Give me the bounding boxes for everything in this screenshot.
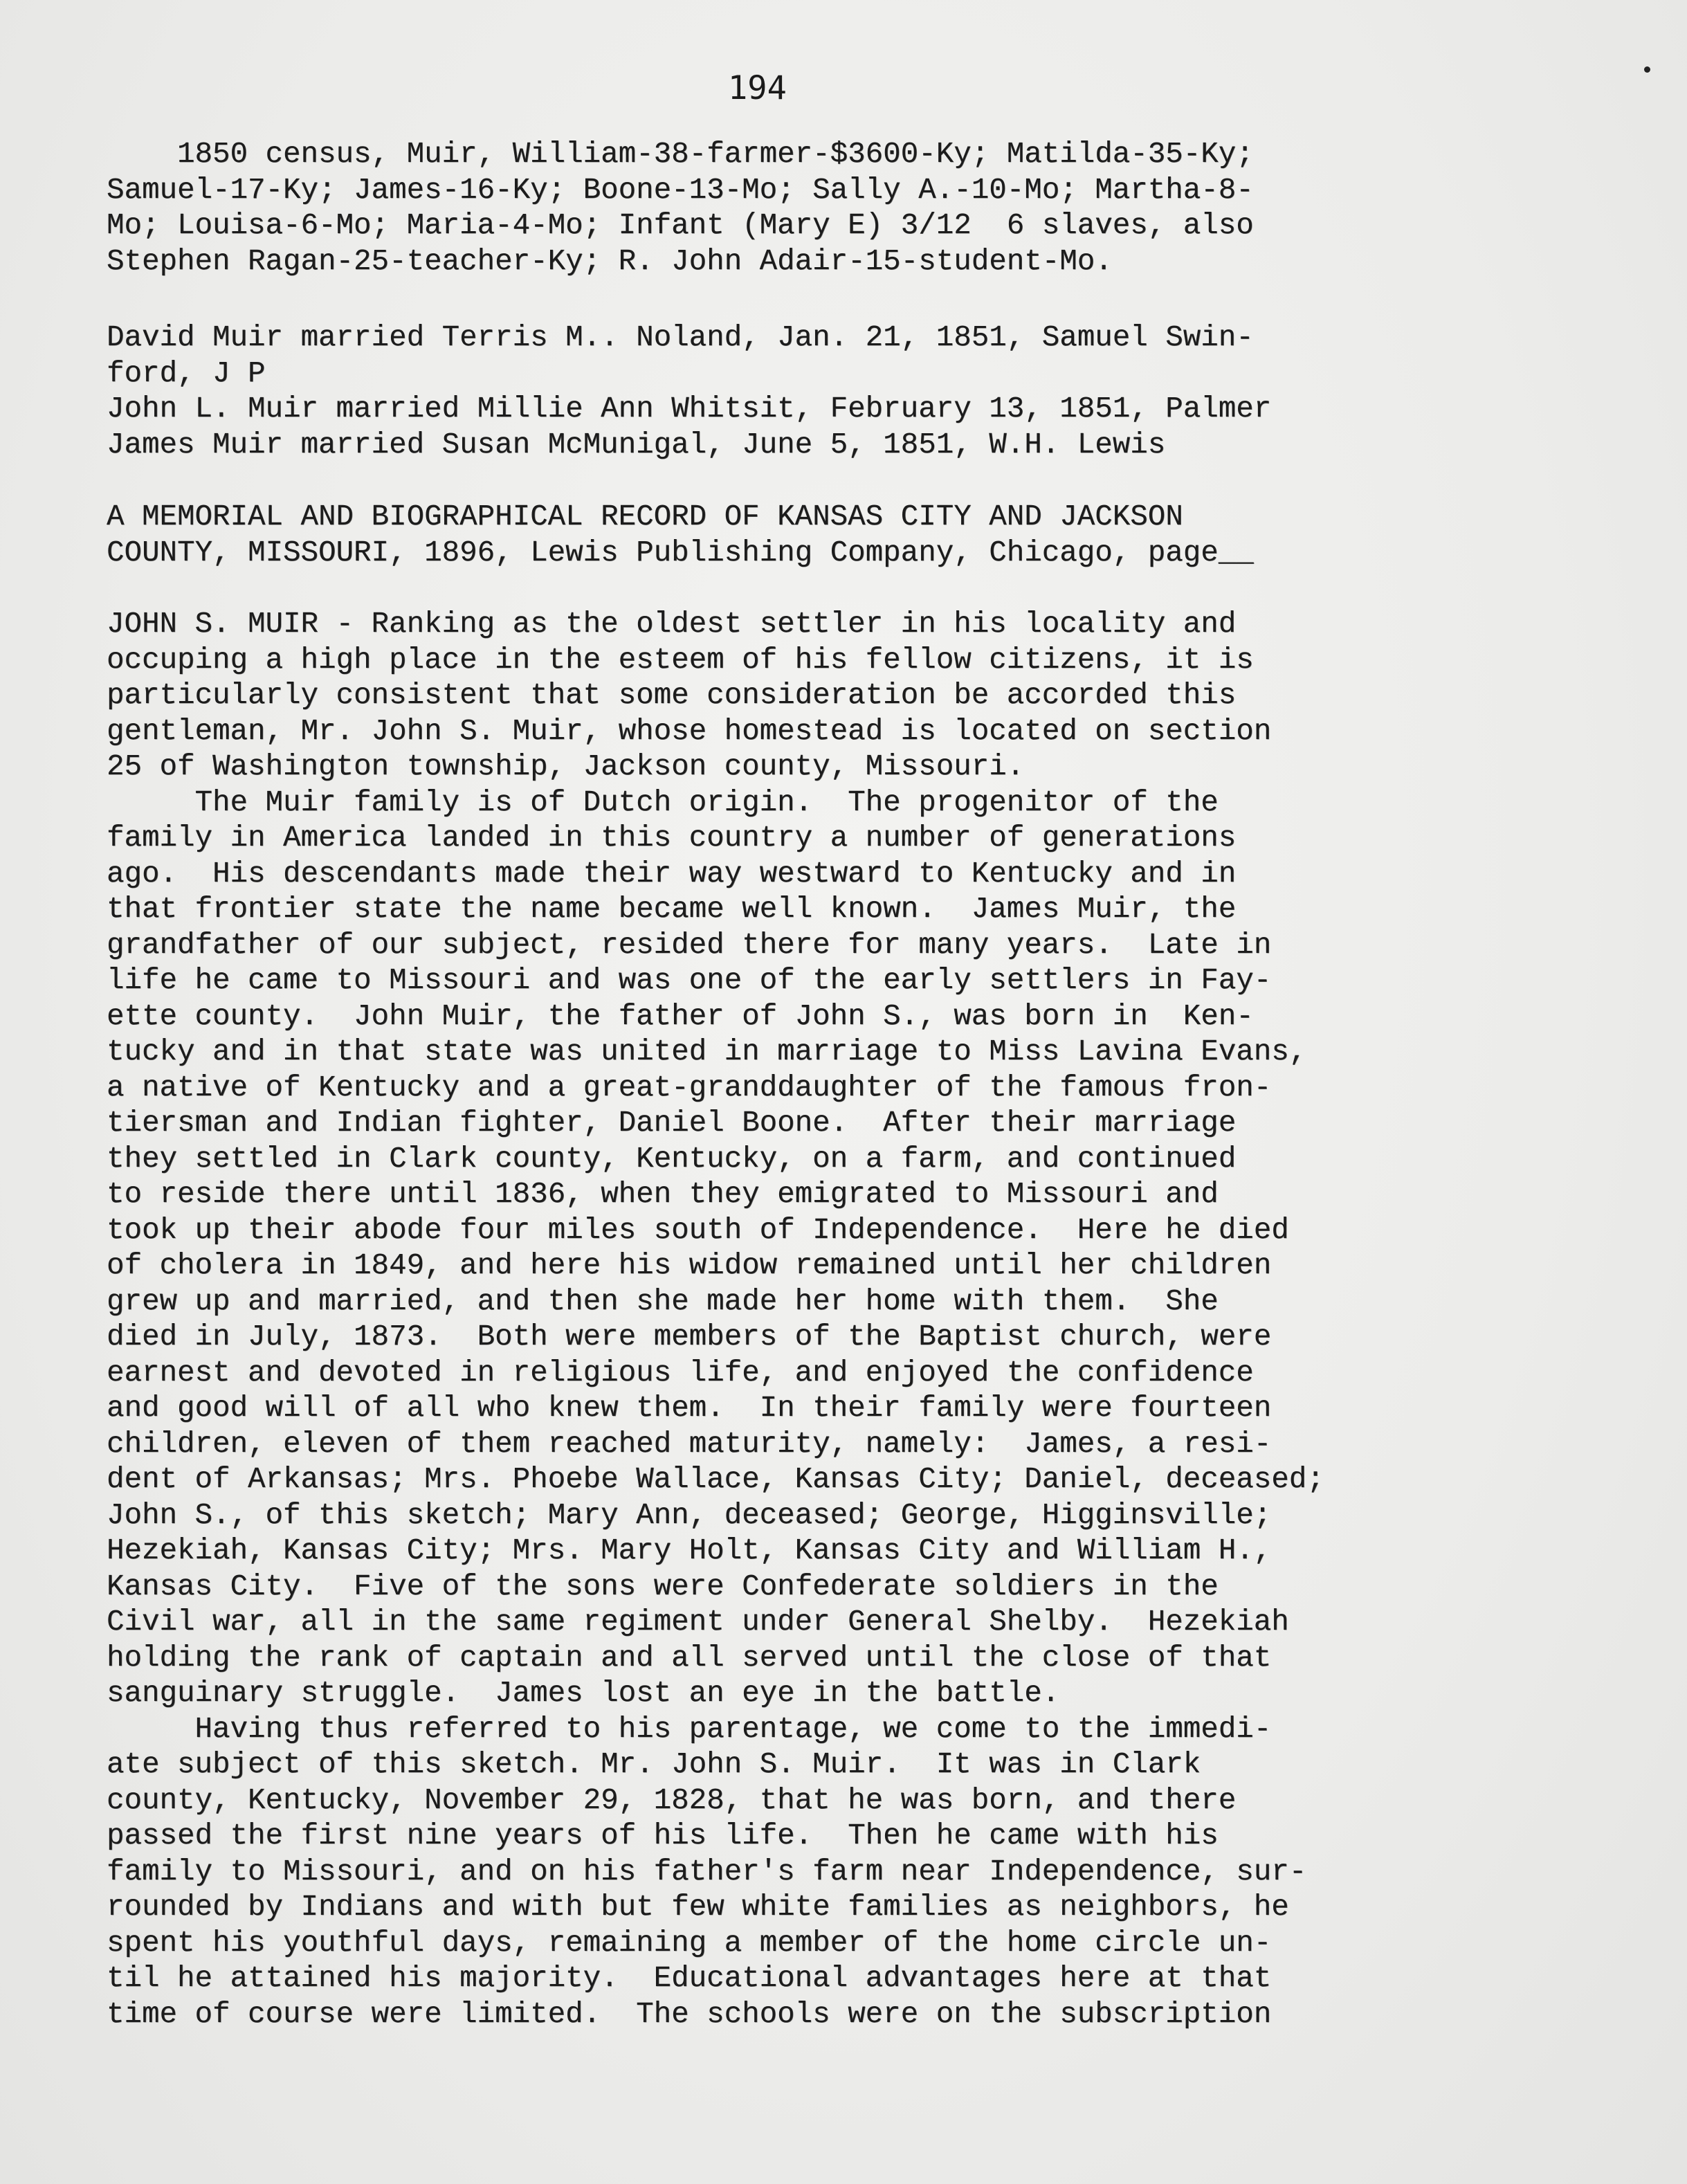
body-line: passed the first nine years of his life. Then he came with his <box>107 1819 1219 1853</box>
body-line: life he came to Missouri and was one of the early settlers in Fay- <box>107 964 1272 997</box>
marriage-line: ford, J P <box>107 356 266 390</box>
page-number: 194 <box>728 69 787 107</box>
census-line: Stephen Ragan-25-teacher-Ky; R. John Adair-15-student-Mo. <box>107 244 1113 278</box>
body-line: children, eleven of them reached maturity, namely: James, a resi- <box>107 1427 1272 1461</box>
body-line: Kansas City. Five of the sons were Confederate soldiers in the <box>107 1569 1219 1603</box>
census-line: 1850 census, Muir, William-38-farmer-$3600-Ky; Matilda-35-Ky; <box>107 138 1254 171</box>
body-line: earnest and devoted in religious life, and enjoyed the confidence <box>107 1356 1254 1390</box>
body-line: spent his youthful days, remaining a member of the home circle un- <box>107 1926 1272 1960</box>
body-line: Civil war, all in the same regiment under General Shelby. Hezekiah <box>107 1605 1289 1639</box>
body-line: John S., of this sketch; Mary Ann, deceased; George, Higginsville; <box>107 1498 1272 1532</box>
body-line: and good will of all who knew them. In their family were fourteen <box>107 1392 1272 1425</box>
body-line: sanguinary struggle. James lost an eye in the battle. <box>107 1677 1060 1710</box>
body-line: Having thus referred to his parentage, we come to the immedi- <box>107 1712 1272 1746</box>
body-line: gentleman, Mr. John S. Muir, whose homestead is located on section <box>107 714 1272 748</box>
marriage-line: David Muir married Terris M.. Noland, Jan. 21, 1851, Samuel Swin- <box>107 321 1254 354</box>
marriage-line: John L. Muir married Millie Ann Whitsit, February 13, 1851, Palmer <box>107 392 1272 426</box>
source-line: COUNTY, MISSOURI, 1896, Lewis Publishing Company, Chicago, page__ <box>107 536 1254 570</box>
body-line: tiersman and Indian fighter, Daniel Boone. After their marriage <box>107 1107 1237 1140</box>
body-line: that frontier state the name became well known. James Muir, the <box>107 893 1237 926</box>
body-line: dent of Arkansas; Mrs. Phoebe Wallace, Kansas City; Daniel, deceased; <box>107 1463 1324 1496</box>
body-line: to reside there until 1836, when they emigrated to Missouri and <box>107 1178 1219 1211</box>
body-line: grew up and married, and then she made her home with them. She <box>107 1284 1219 1318</box>
marriage-records <box>107 320 1271 463</box>
body-line: ette county. John Muir, the father of John S., was born in Ken- <box>107 999 1254 1033</box>
body-line: took up their abode four miles south of Independence. Here he died <box>107 1213 1289 1247</box>
census-line: Mo; Louisa-6-Mo; Maria-4-Mo; Infant (Mary E) 3/12 6 slaves, also <box>107 209 1254 242</box>
body-line: grandfather of our subject, resided there for many years. Late in <box>107 928 1272 962</box>
ink-speck <box>1644 66 1650 73</box>
marriage-line: James Muir married Susan McMunigal, June 5, 1851, W.H. Lewis <box>107 428 1166 462</box>
body-line: of cholera in 1849, and here his widow remained until her children <box>107 1249 1272 1282</box>
body-line: family to Missouri, and on his father's farm near Independence, sur- <box>107 1855 1307 1889</box>
body-line: family in America landed in this country a number of generations <box>107 821 1237 855</box>
body-line: a native of Kentucky and a great-granddaughter of the famous fron- <box>107 1071 1272 1104</box>
body-line: occuping a high place in the esteem of his fellow citizens, it is <box>107 643 1254 677</box>
census-record <box>107 137 1254 280</box>
source-citation <box>107 500 1254 571</box>
body-line: The Muir family is of Dutch origin. The progenitor of the <box>107 785 1219 819</box>
body-line: particularly consistent that some consideration be accorded this <box>107 679 1237 712</box>
body-line: ate subject of this sketch. Mr. John S. Muir. It was in Clark <box>107 1748 1201 1781</box>
body-line: holding the rank of captain and all served until the close of that <box>107 1641 1272 1675</box>
biography-text <box>107 607 1324 2032</box>
body-line: county, Kentucky, November 29, 1828, that he was born, and there <box>107 1783 1237 1817</box>
body-line: JOHN S. MUIR - Ranking as the oldest settler in his locality and <box>107 608 1237 641</box>
body-line: 25 of Washington township, Jackson county, Missouri. <box>107 750 1025 783</box>
body-line: tucky and in that state was united in marriage to Miss Lavina Evans, <box>107 1035 1307 1068</box>
body-line: Hezekiah, Kansas City; Mrs. Mary Holt, Kansas City and William H., <box>107 1534 1272 1567</box>
body-line: ago. His descendants made their way westward to Kentucky and in <box>107 857 1237 891</box>
body-line: died in July, 1873. Both were members of the Baptist church, were <box>107 1320 1272 1354</box>
census-line: Samuel-17-Ky; James-16-Ky; Boone-13-Mo; Sally A.-10-Mo; Martha-8- <box>107 173 1254 207</box>
source-line: A MEMORIAL AND BIOGRAPHICAL RECORD OF KANSAS CITY AND JACKSON <box>107 500 1183 534</box>
body-line: rounded by Indians and with but few white families as neighbors, he <box>107 1891 1289 1924</box>
body-line: they settled in Clark county, Kentucky, on a farm, and continued <box>107 1142 1237 1176</box>
body-line: time of course were limited. The schools were on the subscription <box>107 1997 1272 2031</box>
body-line: til he attained his majority. Educational advantages here at that <box>107 1962 1272 1995</box>
